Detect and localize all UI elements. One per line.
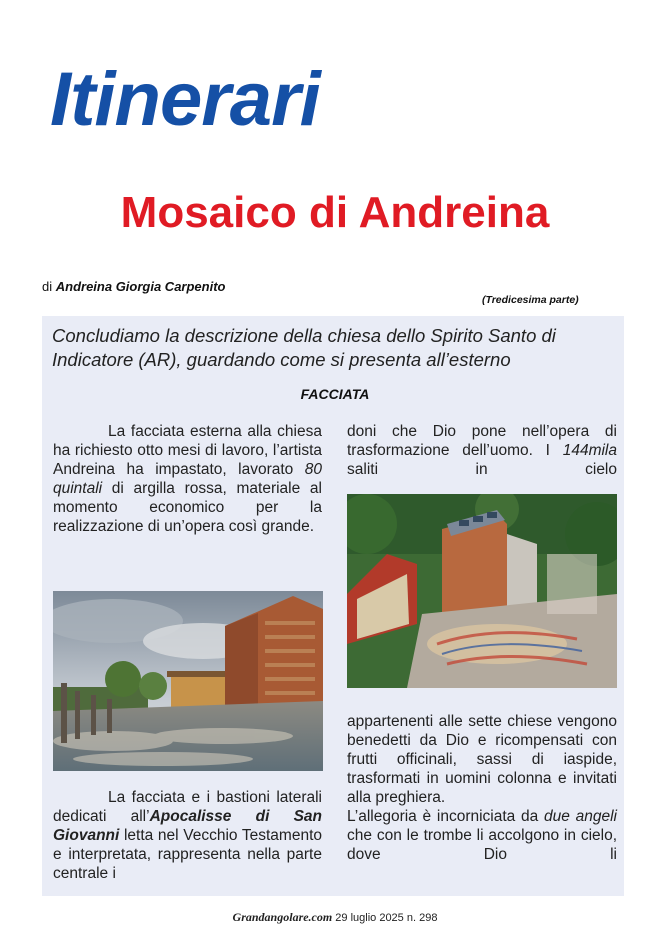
text-run: saliti in cielo <box>347 461 617 478</box>
text-run: La facciata e i bastioni laterali dedicati all’ <box>53 789 322 825</box>
church-facade-photo <box>53 591 323 771</box>
text-run: doni che Dio pone nell’opera di trasformazione dell’uomo. I <box>347 423 617 459</box>
intro-text: Concludiamo la descrizione della chiesa dello Spirito Santo di Indicatore (AR), guardando come si presenta all’esterno <box>52 325 556 370</box>
text-run: letta nel Vecchio Testamento e interpretata, rappresenta nella parte centrale i <box>53 827 322 882</box>
byline <box>42 279 225 294</box>
footer-brand: Grandangolare.com <box>232 910 333 924</box>
right-paragraph-1 <box>347 422 617 479</box>
right-paragraphs <box>347 712 617 864</box>
text-run-italic: 144mila <box>562 442 617 459</box>
text-run-bolditalic: Apocalisse di San Giovanni <box>53 808 322 844</box>
author-name: Andreina Giorgia Carpenito <box>55 279 226 294</box>
section-heading: FACCIATA <box>300 386 370 402</box>
byline-prefix: di <box>42 279 56 294</box>
text-run: La facciata esterna alla chiesa ha richiesto otto mesi di lavoro, l’artista Andreina ha impastato, lavorato <box>53 423 322 478</box>
article-title: Mosaico di Andreina <box>120 188 550 237</box>
footer-date: 29 luglio 2025 n. 298 <box>332 912 438 924</box>
page-footer <box>0 910 670 925</box>
left-paragraph-2 <box>53 788 322 883</box>
text-run-italic: 80 quintali <box>53 461 322 497</box>
left-paragraph-1 <box>53 422 322 536</box>
text-run-italic: due angeli <box>544 808 617 825</box>
text-run: che con le trombe li accolgono in cielo, dove Dio li <box>347 827 617 863</box>
section-title: Itinerari <box>50 57 320 142</box>
text-run: appartenenti alle sette chiese vengono benedetti da Dio e ricompensati con frutti officinali, sassi di iaspide, trasformati in uomini colonna e invitati alla preghiera. <box>347 713 617 806</box>
text-run: di argilla rossa, materiale al momento economico per la realizzazione di un’opera così grande. <box>53 480 322 535</box>
part-label: (Tredicesima parte) <box>482 294 579 306</box>
text-run: L’allegoria è incorniciata da <box>347 808 545 825</box>
church-aerial-photo <box>347 494 617 688</box>
